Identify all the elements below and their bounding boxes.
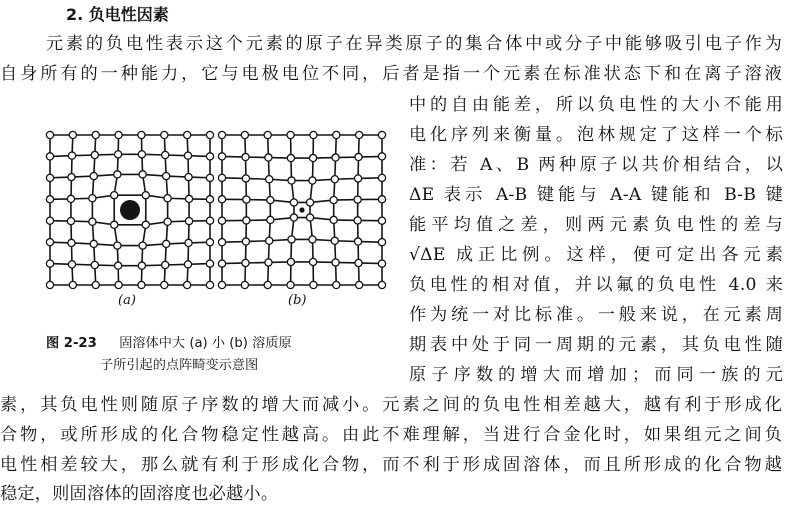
lattice-atom	[89, 195, 96, 202]
lattice-atom	[266, 237, 273, 244]
lattice-atom	[68, 261, 75, 268]
lattice-atom	[46, 217, 53, 224]
paragraph-right-line-6: √ΔE 成正比例。这样，便可定出各元素	[409, 245, 783, 265]
paragraph-right-line-9: 期表中处于同一周期的元素，其负电性随	[409, 335, 783, 355]
lattice-atom	[356, 281, 363, 288]
lattice-atom	[310, 281, 317, 288]
paragraph-right-line-4: ΔE 表示 A-B 键能与 A-A 键能和 B-B 键	[409, 185, 783, 205]
lattice-atom	[138, 262, 145, 269]
lattice-atom	[138, 281, 145, 288]
lattice-atom	[92, 281, 99, 288]
lattice-atom	[243, 196, 250, 203]
lattice-atom	[241, 131, 248, 138]
lattice-atom	[267, 196, 274, 203]
lattice-atom	[218, 174, 225, 181]
lattice-atom	[288, 236, 295, 243]
lattice-atom	[164, 218, 171, 225]
paragraph-right-line-10: 原子序数的增大而增加；而同一族的元	[409, 365, 783, 385]
lattice-atom	[206, 131, 213, 138]
lattice-atom	[331, 237, 338, 244]
lattice-atom	[378, 239, 385, 246]
lattice-atom	[330, 196, 337, 203]
lattice-atom	[306, 214, 313, 221]
lattice-atom	[332, 154, 339, 161]
lattice-atom	[332, 259, 339, 266]
lattice-atom	[218, 239, 225, 246]
lattice-atom	[139, 242, 146, 249]
lattice-figure	[40, 125, 394, 325]
small-solute-atom	[299, 207, 304, 212]
lattice-atom	[206, 174, 213, 181]
lattice-atom	[218, 281, 225, 288]
figure-caption-line-1	[46, 334, 292, 354]
lattice-atom	[142, 221, 149, 228]
lattice-atom	[206, 153, 213, 160]
lattice-atom	[164, 195, 171, 202]
lattice-atom	[68, 239, 75, 246]
paragraph-line-2: 自身所有的一种能力，它与电极电位不同，后者是指一个元素在标准状态下和在离子溶液	[0, 64, 782, 84]
lattice-atom	[91, 151, 98, 158]
lattice-atom	[184, 152, 191, 159]
lattice-atom	[218, 131, 225, 138]
lattice-atom	[309, 236, 316, 243]
lattice-atom	[243, 217, 250, 224]
lattice-atom	[46, 260, 53, 267]
lattice-atom	[287, 154, 294, 161]
lattice-atom	[184, 281, 191, 288]
lattice-atom	[161, 281, 168, 288]
lattice-atom	[46, 239, 53, 246]
lattice-atom	[266, 176, 273, 183]
lattice-atom	[184, 261, 191, 268]
paragraph-right-line-2: 电化序列来衡量。泡林规定了这样一个标	[409, 125, 783, 145]
figure-caption-number: 图 2-23	[46, 336, 97, 351]
lattice-large-solute	[46, 131, 213, 288]
lattice-atom	[67, 217, 74, 224]
lattice-atom	[68, 173, 75, 180]
lattice-atom	[309, 177, 316, 184]
lattice-atom	[242, 238, 249, 245]
figure-label-b: (b)	[288, 293, 307, 308]
figure-label-a: (a)	[118, 293, 136, 308]
lattice-small-solute	[218, 131, 385, 288]
lattice-atom	[309, 258, 316, 265]
lattice-atom	[91, 261, 98, 268]
lattice-atom	[114, 242, 121, 249]
lattice-atom	[378, 131, 385, 138]
lattice-atom	[355, 259, 362, 266]
lattice-atom	[354, 196, 361, 203]
lattice-atom	[67, 195, 74, 202]
lattice-atom	[333, 281, 340, 288]
figure-caption-line-2: 子所引起的点阵畸变示意图	[100, 358, 259, 373]
lattice-atom	[309, 154, 316, 161]
lattice-atom	[111, 221, 118, 228]
lattice-atom	[46, 174, 53, 181]
lattice-atom	[138, 151, 145, 158]
lattice-atom	[115, 151, 122, 158]
lattice-atom	[69, 281, 76, 288]
lattice-atom	[218, 153, 225, 160]
paragraph-bottom-line-2: 合物，或所形成的化合物稳定性越高。由此不难理解，当进行合金化时，如果组元之间负	[0, 425, 782, 445]
lattice-atom	[242, 175, 249, 182]
lattice-atom	[218, 217, 225, 224]
lattice-atom	[290, 214, 297, 221]
paragraph-bottom-line-4: 稳定，则固溶体的固溶度也必越小。	[0, 484, 279, 504]
lattice-atom	[306, 199, 313, 206]
lattice-atom	[185, 217, 192, 224]
lattice-atom	[330, 216, 337, 223]
lattice-atom	[287, 258, 294, 265]
lattice-atom	[242, 153, 249, 160]
lattice-atom	[115, 262, 122, 269]
lattice-atom	[290, 199, 297, 206]
lattice-atom	[46, 153, 53, 160]
lattice-atom	[162, 261, 169, 268]
lattice-atom	[354, 217, 361, 224]
lattice-atom	[264, 131, 271, 138]
paragraph-right-line-3: 准：若 A、B 两种原子以共价相结合，以	[409, 155, 783, 175]
lattice-atom	[139, 171, 146, 178]
lattice-atom	[69, 131, 76, 138]
paragraph-right-line-8: 作为统一对比标准。一般来说，在元素周	[409, 305, 783, 325]
lattice-atom	[356, 131, 363, 138]
lattice-atom	[161, 131, 168, 138]
lattice-atom	[89, 218, 96, 225]
lattice-atom	[241, 281, 248, 288]
lattice-atom	[162, 151, 169, 158]
lattice-atom	[90, 240, 97, 247]
lattice-atom	[265, 154, 272, 161]
lattice-atom	[378, 260, 385, 267]
lattice-atom	[115, 281, 122, 288]
lattice-atom	[378, 217, 385, 224]
lattice-atom	[378, 196, 385, 203]
large-solute-atom	[120, 200, 140, 220]
lattice-atom	[378, 174, 385, 181]
paragraph-bottom-line-3: 电性相差较大，那么就有利于形成化合物，而不利于形成固溶体，而且所形成的化合物越	[0, 455, 782, 475]
lattice-atom	[184, 131, 191, 138]
lattice-atom	[206, 196, 213, 203]
lattice-atom	[331, 176, 338, 183]
lattice-atom	[267, 216, 274, 223]
lattice-atom	[163, 172, 170, 179]
lattice-atom	[206, 281, 213, 288]
lattice-atom	[46, 281, 53, 288]
lattice-atom	[185, 173, 192, 180]
lattice-atom	[115, 131, 122, 138]
lattice-atom	[378, 281, 385, 288]
paragraph-right-line-7: 负电性的相对值，并以氟的负电性 4.0 来	[409, 275, 783, 295]
lattice-atom	[142, 192, 149, 199]
lattice-atom	[46, 131, 53, 138]
lattice-atom	[288, 177, 295, 184]
lattice-atom	[138, 131, 145, 138]
lattice-diagram	[40, 125, 394, 325]
lattice-atom	[206, 239, 213, 246]
lattice-atom	[242, 259, 249, 266]
lattice-atom	[355, 153, 362, 160]
lattice-atom	[354, 238, 361, 245]
lattice-atom	[111, 192, 118, 199]
lattice-atom	[92, 131, 99, 138]
lattice-atom	[218, 260, 225, 267]
lattice-atom	[114, 171, 121, 178]
lattice-atom	[287, 131, 294, 138]
lattice-atom	[378, 153, 385, 160]
paragraph-right-line-5: 能平均值之差，则两元素负电性的差与	[409, 215, 783, 235]
lattice-atom	[206, 260, 213, 267]
lattice-atom	[354, 175, 361, 182]
lattice-atom	[185, 195, 192, 202]
lattice-atom	[264, 281, 271, 288]
lattice-atom	[265, 259, 272, 266]
figure-caption-text-1: 固溶体中大 (a) 小 (b) 溶质原	[119, 336, 292, 351]
lattice-atom	[46, 196, 53, 203]
lattice-atom	[68, 152, 75, 159]
lattice-atom	[287, 281, 294, 288]
paragraph-line-1: 元素的负电性表示这个元素的原子在异类原子的集合体中或分子中能够吸引电子作为	[46, 34, 782, 54]
lattice-atom	[310, 131, 317, 138]
paragraph-bottom-line-1: 素，其负电性则随原子序数的增大而减小。元素之间的负电性相差越大，越有利于形成化	[0, 395, 782, 415]
lattice-atom	[206, 217, 213, 224]
lattice-atom	[90, 172, 97, 179]
lattice-atom	[333, 131, 340, 138]
lattice-atom	[163, 240, 170, 247]
paragraph-right-line-1: 中的自由能差，所以负电性的大小不能用	[409, 95, 783, 115]
lattice-atom	[185, 239, 192, 246]
section-heading: 2. 负电性因素	[66, 5, 169, 24]
lattice-atom	[218, 196, 225, 203]
